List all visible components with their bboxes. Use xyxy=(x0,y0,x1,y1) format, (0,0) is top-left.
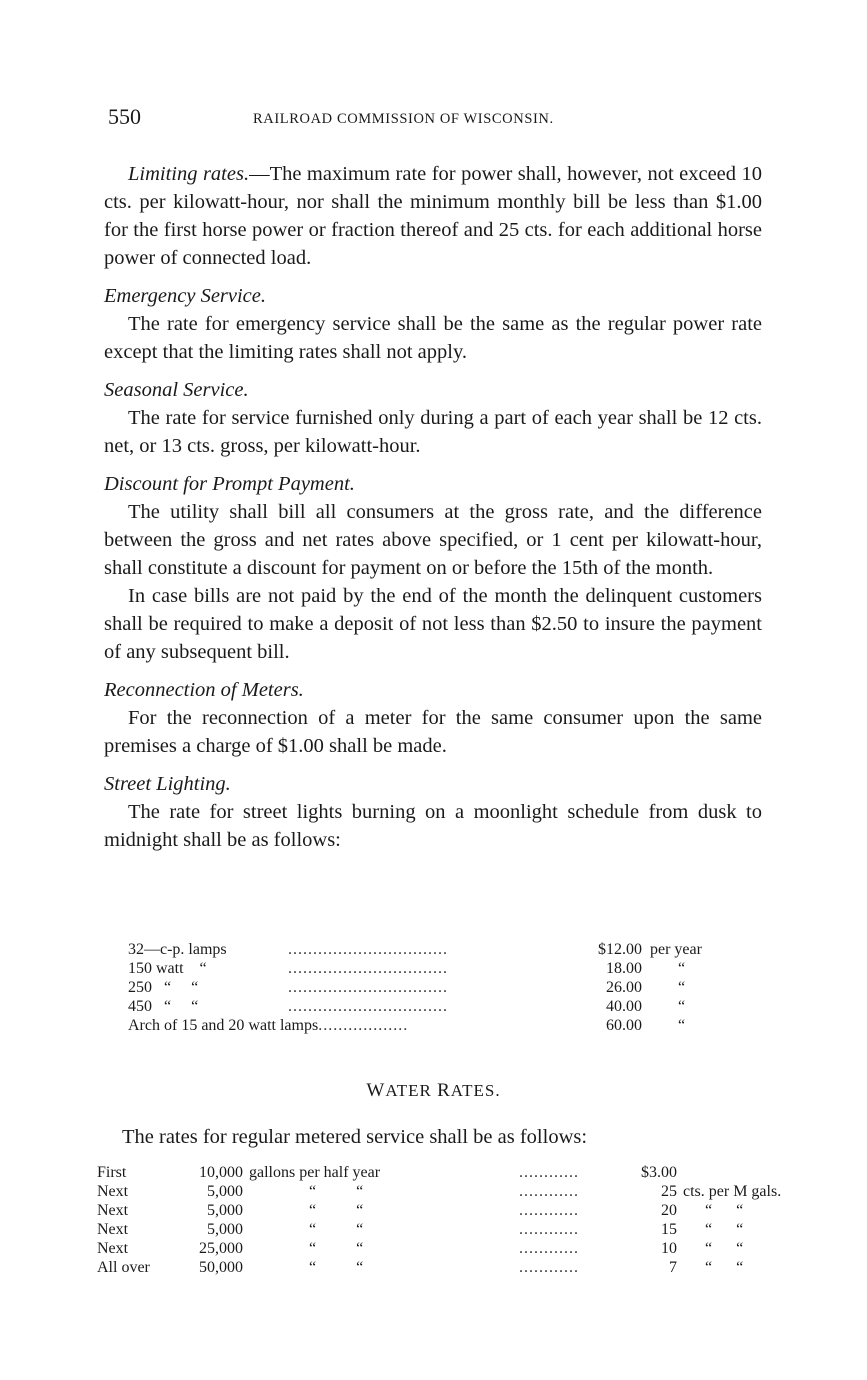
lamp-rate: 26.00 xyxy=(606,979,642,996)
lamp-rate-unit: “ xyxy=(678,979,686,996)
table-row xyxy=(97,1201,855,1220)
block-unit: “ “ xyxy=(309,1202,364,1219)
block-rate-unit: “ “ xyxy=(705,1221,744,1238)
block-quantity: 5,000 xyxy=(207,1221,243,1238)
block-quantity: 5,000 xyxy=(207,1183,243,1200)
table-row xyxy=(97,1258,855,1277)
dot-leader: ................................ xyxy=(288,998,448,1015)
lamp-rate: 60.00 xyxy=(606,1017,642,1034)
block-rate: 20 xyxy=(661,1202,677,1219)
block-unit: “ “ xyxy=(309,1221,364,1238)
block-rate: 10 xyxy=(661,1240,677,1257)
block-rate: 25 xyxy=(661,1183,677,1200)
block-unit: “ “ xyxy=(309,1259,364,1276)
street-lighting-heading: Street Lighting. xyxy=(104,773,231,795)
running-head: RAILROAD COMMISSION OF WISCONSIN. xyxy=(253,111,554,127)
water-title-initial-r: R xyxy=(437,1080,451,1101)
block-unit: gallons per half year xyxy=(249,1164,381,1181)
lamp-description: 150 watt “ xyxy=(128,960,207,977)
block-unit: “ “ xyxy=(309,1240,364,1257)
block-rate-unit: “ “ xyxy=(705,1259,744,1276)
dot-leader: ................................ xyxy=(288,979,448,996)
table-row xyxy=(128,959,758,978)
dot-leader: ............ xyxy=(519,1221,579,1238)
table-row xyxy=(97,1220,855,1239)
block-rate-unit xyxy=(683,1163,855,1182)
dot-leader: ............ xyxy=(519,1164,579,1181)
table-row xyxy=(128,1016,758,1035)
lamp-description-text: Arch of 15 and 20 watt lamps xyxy=(128,1017,319,1034)
block-label: Next xyxy=(97,1221,129,1238)
page-number: 550 xyxy=(108,104,141,129)
block-rate-unit: “ “ xyxy=(705,1240,744,1257)
lamp-description: 450 “ “ xyxy=(128,998,199,1015)
water-rates-heading xyxy=(0,1080,867,1102)
body-text xyxy=(104,160,762,854)
lamp-rate: 18.00 xyxy=(606,960,642,977)
block-label: All over xyxy=(97,1259,150,1276)
water-title-initial-w: W xyxy=(366,1080,386,1101)
block-label: First xyxy=(97,1164,127,1181)
lamp-rate-unit: “ xyxy=(678,998,686,1015)
discount-paragraph-2: In case bills are not paid by the end of the month the delinquent customers shall be required to make a deposit of not less than $2.50 to insure the payment of any subsequent bill. xyxy=(104,585,762,663)
street-lighting-paragraph: The rate for street lights burning on a moonlight schedule from dusk to midnight shall be as follows: xyxy=(104,801,762,851)
dot-leader: ............ xyxy=(519,1202,579,1219)
dot-leader: ............ xyxy=(519,1259,579,1276)
block-rate-unit: “ “ xyxy=(705,1202,744,1219)
block-rate: 7 xyxy=(669,1259,677,1276)
block-label: Next xyxy=(97,1202,129,1219)
emergency-service-paragraph: The rate for emergency service shall be the same as the regular power rate except that the limiting rates shall not apply. xyxy=(104,313,762,363)
block-rate: $3.00 xyxy=(641,1164,677,1181)
block-rate-unit: cts. per M gals. xyxy=(683,1183,782,1200)
reconnection-paragraph: For the reconnection of a meter for the same consumer upon the same premises a charge of $1.00 shall be made. xyxy=(104,707,762,757)
water-rate-table xyxy=(97,1163,855,1277)
lamp-description: 32—c-p. lamps xyxy=(128,941,227,958)
dot-leader: ............ xyxy=(519,1183,579,1200)
block-unit: “ “ xyxy=(309,1183,364,1200)
seasonal-service-heading: Seasonal Service. xyxy=(104,379,249,401)
block-label: Next xyxy=(97,1240,129,1257)
table-row xyxy=(128,940,758,959)
reconnection-heading: Reconnection of Meters. xyxy=(104,679,304,701)
water-title-rest-2: ATES. xyxy=(450,1081,501,1100)
lamp-description xyxy=(128,1016,578,1035)
lamp-rate: 40.00 xyxy=(606,998,642,1015)
lamp-rate: $12.00 xyxy=(598,941,642,958)
block-quantity: 5,000 xyxy=(207,1202,243,1219)
block-label: Next xyxy=(97,1183,129,1200)
lamp-rate-unit: “ xyxy=(678,1017,686,1034)
block-quantity: 25,000 xyxy=(199,1240,243,1257)
dot-leader: .................. xyxy=(318,1017,409,1034)
street-lighting-rate-table xyxy=(128,940,758,1035)
block-quantity: 50,000 xyxy=(199,1259,243,1276)
lamp-rate-unit: “ xyxy=(678,960,686,977)
lamp-rate-unit: per year xyxy=(650,941,702,958)
block-quantity: 10,000 xyxy=(199,1164,243,1181)
lamp-description: 250 “ “ xyxy=(128,979,199,996)
limiting-rates-paragraph xyxy=(104,160,762,272)
page-header xyxy=(108,104,768,134)
discount-paragraph-1: The utility shall bill all consumers at the gross rate, and the difference between the gross and net rates above specified, or 1 cent per kilowatt-hour, shall constitute a discount for payment on or before the 15th of the month. xyxy=(104,501,762,579)
dot-leader: ................................ xyxy=(288,941,448,958)
water-rates-intro: The rates for regular metered service shall be as follows: xyxy=(122,1126,588,1148)
limiting-rates-lead: Limiting rates. xyxy=(128,163,250,185)
table-row xyxy=(97,1182,855,1201)
water-title-rest-1: ATER xyxy=(385,1081,438,1100)
table-row xyxy=(97,1239,855,1258)
dot-leader: ................................ xyxy=(288,960,448,977)
emergency-service-heading: Emergency Service. xyxy=(104,285,267,307)
dot-leader: ............ xyxy=(519,1240,579,1257)
table-row xyxy=(128,978,758,997)
seasonal-service-paragraph: The rate for service furnished only during a part of each year shall be 12 cts. net, or 13 cts. gross, per kilowatt-hour. xyxy=(104,407,762,457)
discount-heading: Discount for Prompt Payment. xyxy=(104,473,355,495)
table-row xyxy=(128,997,758,1016)
limiting-rates-text: —The maximum rate for power shall, however, not exceed 10 cts. per kilowatt-hour, nor shall the minimum monthly bill be less than $1.00 for the first horse power or fraction thereof and 25 cts. for each additional horse power of connected load. xyxy=(104,163,762,269)
table-row xyxy=(97,1163,855,1182)
block-rate: 15 xyxy=(661,1221,677,1238)
